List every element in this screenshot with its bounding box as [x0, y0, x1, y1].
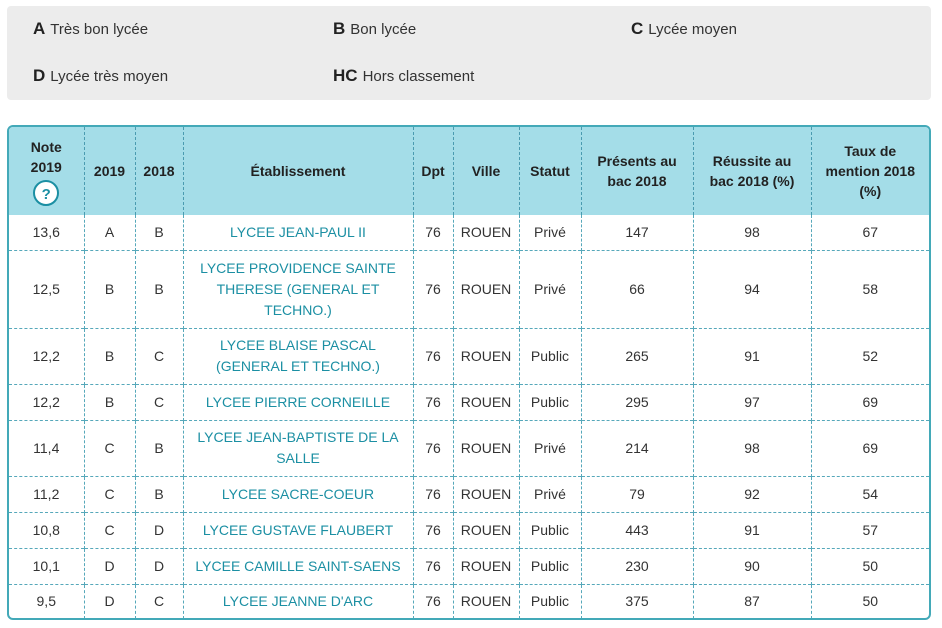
cell-presents: 230 [581, 548, 693, 584]
cell-reussite: 91 [693, 328, 811, 384]
cell-2018: B [135, 215, 183, 250]
cell-note: 13,6 [32, 223, 60, 240]
col-header-note-label: Note 2019 [30, 138, 62, 175]
cell-mention: 50 [811, 584, 929, 619]
cell-2019: C [84, 476, 135, 512]
table-row [9, 215, 929, 250]
cell-2019: C [84, 420, 135, 476]
col-header-2019: 2019 [84, 127, 135, 215]
cell-mention: 69 [811, 420, 929, 476]
cell-mention: 58 [811, 250, 929, 328]
table-row [9, 512, 929, 548]
cell-note: 12,2 [9, 384, 84, 420]
cell-dpt: 76 [413, 512, 453, 548]
cell-ville: ROUEN [453, 584, 519, 619]
cell-note: 9,5 [9, 584, 84, 619]
cell-2019: C [84, 512, 135, 548]
legend-panel [7, 6, 931, 100]
cell-statut: Privé [519, 476, 581, 512]
legend-item-hc [333, 66, 474, 86]
cell-note: 11,2 [9, 476, 84, 512]
cell-mention: 57 [811, 512, 929, 548]
cell-dpt: 76 [413, 584, 453, 619]
school-link[interactable]: LYCEE BLAISE PASCAL (GENERAL ET TECHNO.) [183, 328, 413, 384]
cell-statut: Public [519, 384, 581, 420]
table-row [9, 476, 929, 512]
legend-label: Lycée très moyen [50, 68, 169, 85]
cell-reussite: 91 [693, 512, 811, 548]
cell-dpt: 76 [413, 250, 453, 328]
legend-label: Lycée moyen [648, 21, 737, 38]
table-row [9, 328, 929, 384]
cell-mention: 54 [811, 476, 929, 512]
legend-label: Très bon lycée [50, 21, 149, 38]
cell-ville: ROUEN [453, 548, 519, 584]
cell-reussite: 90 [693, 548, 811, 584]
cell-2018: C [135, 584, 183, 619]
cell-2018: D [135, 512, 183, 548]
cell-statut: Privé [519, 250, 581, 328]
cell-presents: 295 [581, 384, 693, 420]
cell-presents: 66 [581, 250, 693, 328]
cell-dpt: 76 [413, 420, 453, 476]
cell-ville: ROUEN [453, 328, 519, 384]
table-row [9, 548, 929, 584]
cell-statut: Privé [519, 215, 581, 250]
school-link[interactable]: LYCEE JEAN-BAPTISTE DE LA SALLE [183, 420, 413, 476]
legend-item-b [333, 19, 416, 39]
cell-2019: B [84, 384, 135, 420]
cell-2018: B [135, 250, 183, 328]
cell-reussite: 92 [693, 476, 811, 512]
col-header-mention: Taux de mention 2018 (%) [811, 127, 929, 215]
cell-statut: Public [519, 512, 581, 548]
cell-mention: 67 [811, 215, 929, 250]
cell-ville: ROUEN [453, 215, 519, 250]
cell-dpt: 76 [413, 548, 453, 584]
cell-note: 12,2 [9, 328, 84, 384]
cell-note: 11,4 [9, 420, 84, 476]
cell-ville: ROUEN [453, 476, 519, 512]
cell-2019: A [84, 215, 135, 250]
help-icon[interactable]: ? [33, 180, 59, 206]
cell-reussite: 87 [693, 584, 811, 619]
school-link[interactable]: LYCEE CAMILLE SAINT-SAENS [183, 548, 413, 584]
cell-2018: D [135, 548, 183, 584]
cell-statut: Public [519, 584, 581, 619]
col-header-2018: 2018 [135, 127, 183, 215]
cell-note: 10,1 [9, 548, 84, 584]
ranking-table-container[interactable] [7, 125, 931, 620]
cell-presents: 147 [581, 215, 693, 250]
cell-dpt: 76 [413, 328, 453, 384]
col-header-presents: Présents au bac 2018 [581, 127, 693, 215]
cell-presents: 375 [581, 584, 693, 619]
cell-dpt: 76 [413, 215, 453, 250]
cell-2019: D [84, 548, 135, 584]
col-header-etablissement: Établissement [183, 127, 413, 215]
cell-dpt: 76 [413, 384, 453, 420]
cell-statut: Public [519, 548, 581, 584]
ranking-table [9, 127, 929, 619]
legend-code: D [33, 66, 46, 85]
cell-presents: 214 [581, 420, 693, 476]
school-link[interactable]: LYCEE GUSTAVE FLAUBERT [183, 512, 413, 548]
legend-label: Hors classement [362, 68, 475, 85]
cell-mention: 69 [811, 384, 929, 420]
school-link[interactable]: LYCEE PROVIDENCE SAINTE THERESE (GENERAL ET TECHNO.) [183, 250, 413, 328]
cell-ville: ROUEN [453, 512, 519, 548]
cell-ville: ROUEN [453, 384, 519, 420]
table-header-row [9, 127, 929, 215]
school-link[interactable]: LYCEE PIERRE CORNEILLE [183, 384, 413, 420]
cell-presents: 79 [581, 476, 693, 512]
legend-item-d [33, 66, 168, 86]
cell-note: 10,8 [9, 512, 84, 548]
school-link[interactable]: LYCEE JEAN-PAUL II [183, 215, 413, 250]
cell-reussite: 97 [693, 384, 811, 420]
cell-reussite: 98 [693, 420, 811, 476]
cell-2019: B [84, 328, 135, 384]
cell-presents: 443 [581, 512, 693, 548]
school-link[interactable]: LYCEE JEANNE D'ARC [183, 584, 413, 619]
col-header-statut: Statut [519, 127, 581, 215]
cell-2018: C [135, 384, 183, 420]
cell-ville: ROUEN [453, 250, 519, 328]
col-header-note [9, 127, 84, 215]
legend-code: B [333, 19, 346, 38]
legend-code: HC [333, 66, 358, 85]
cell-note: 12,5 [9, 250, 84, 328]
cell-ville: ROUEN [453, 420, 519, 476]
legend-code: C [631, 19, 644, 38]
cell-mention: 52 [811, 328, 929, 384]
cell-statut: Public [519, 328, 581, 384]
cell-2019: B [84, 250, 135, 328]
school-link[interactable]: LYCEE SACRE-COEUR [183, 476, 413, 512]
cell-presents: 265 [581, 328, 693, 384]
cell-2018: B [135, 476, 183, 512]
cell-2018: B [135, 420, 183, 476]
col-header-dpt: Dpt [413, 127, 453, 215]
table-row [9, 384, 929, 420]
cell-2018: C [135, 328, 183, 384]
legend-item-a [33, 19, 148, 39]
legend-code: A [33, 19, 46, 38]
cell-statut: Privé [519, 420, 581, 476]
cell-mention: 50 [811, 548, 929, 584]
table-row [9, 420, 929, 476]
col-header-ville: Ville [453, 127, 519, 215]
cell-reussite: 98 [693, 215, 811, 250]
table-row [9, 584, 929, 619]
col-header-reussite: Réussite au bac 2018 (%) [693, 127, 811, 215]
cell-2019: D [84, 584, 135, 619]
legend-label: Bon lycée [350, 21, 417, 38]
table-row [9, 250, 929, 328]
cell-reussite: 94 [693, 250, 811, 328]
cell-dpt: 76 [413, 476, 453, 512]
legend-item-c [631, 19, 737, 39]
